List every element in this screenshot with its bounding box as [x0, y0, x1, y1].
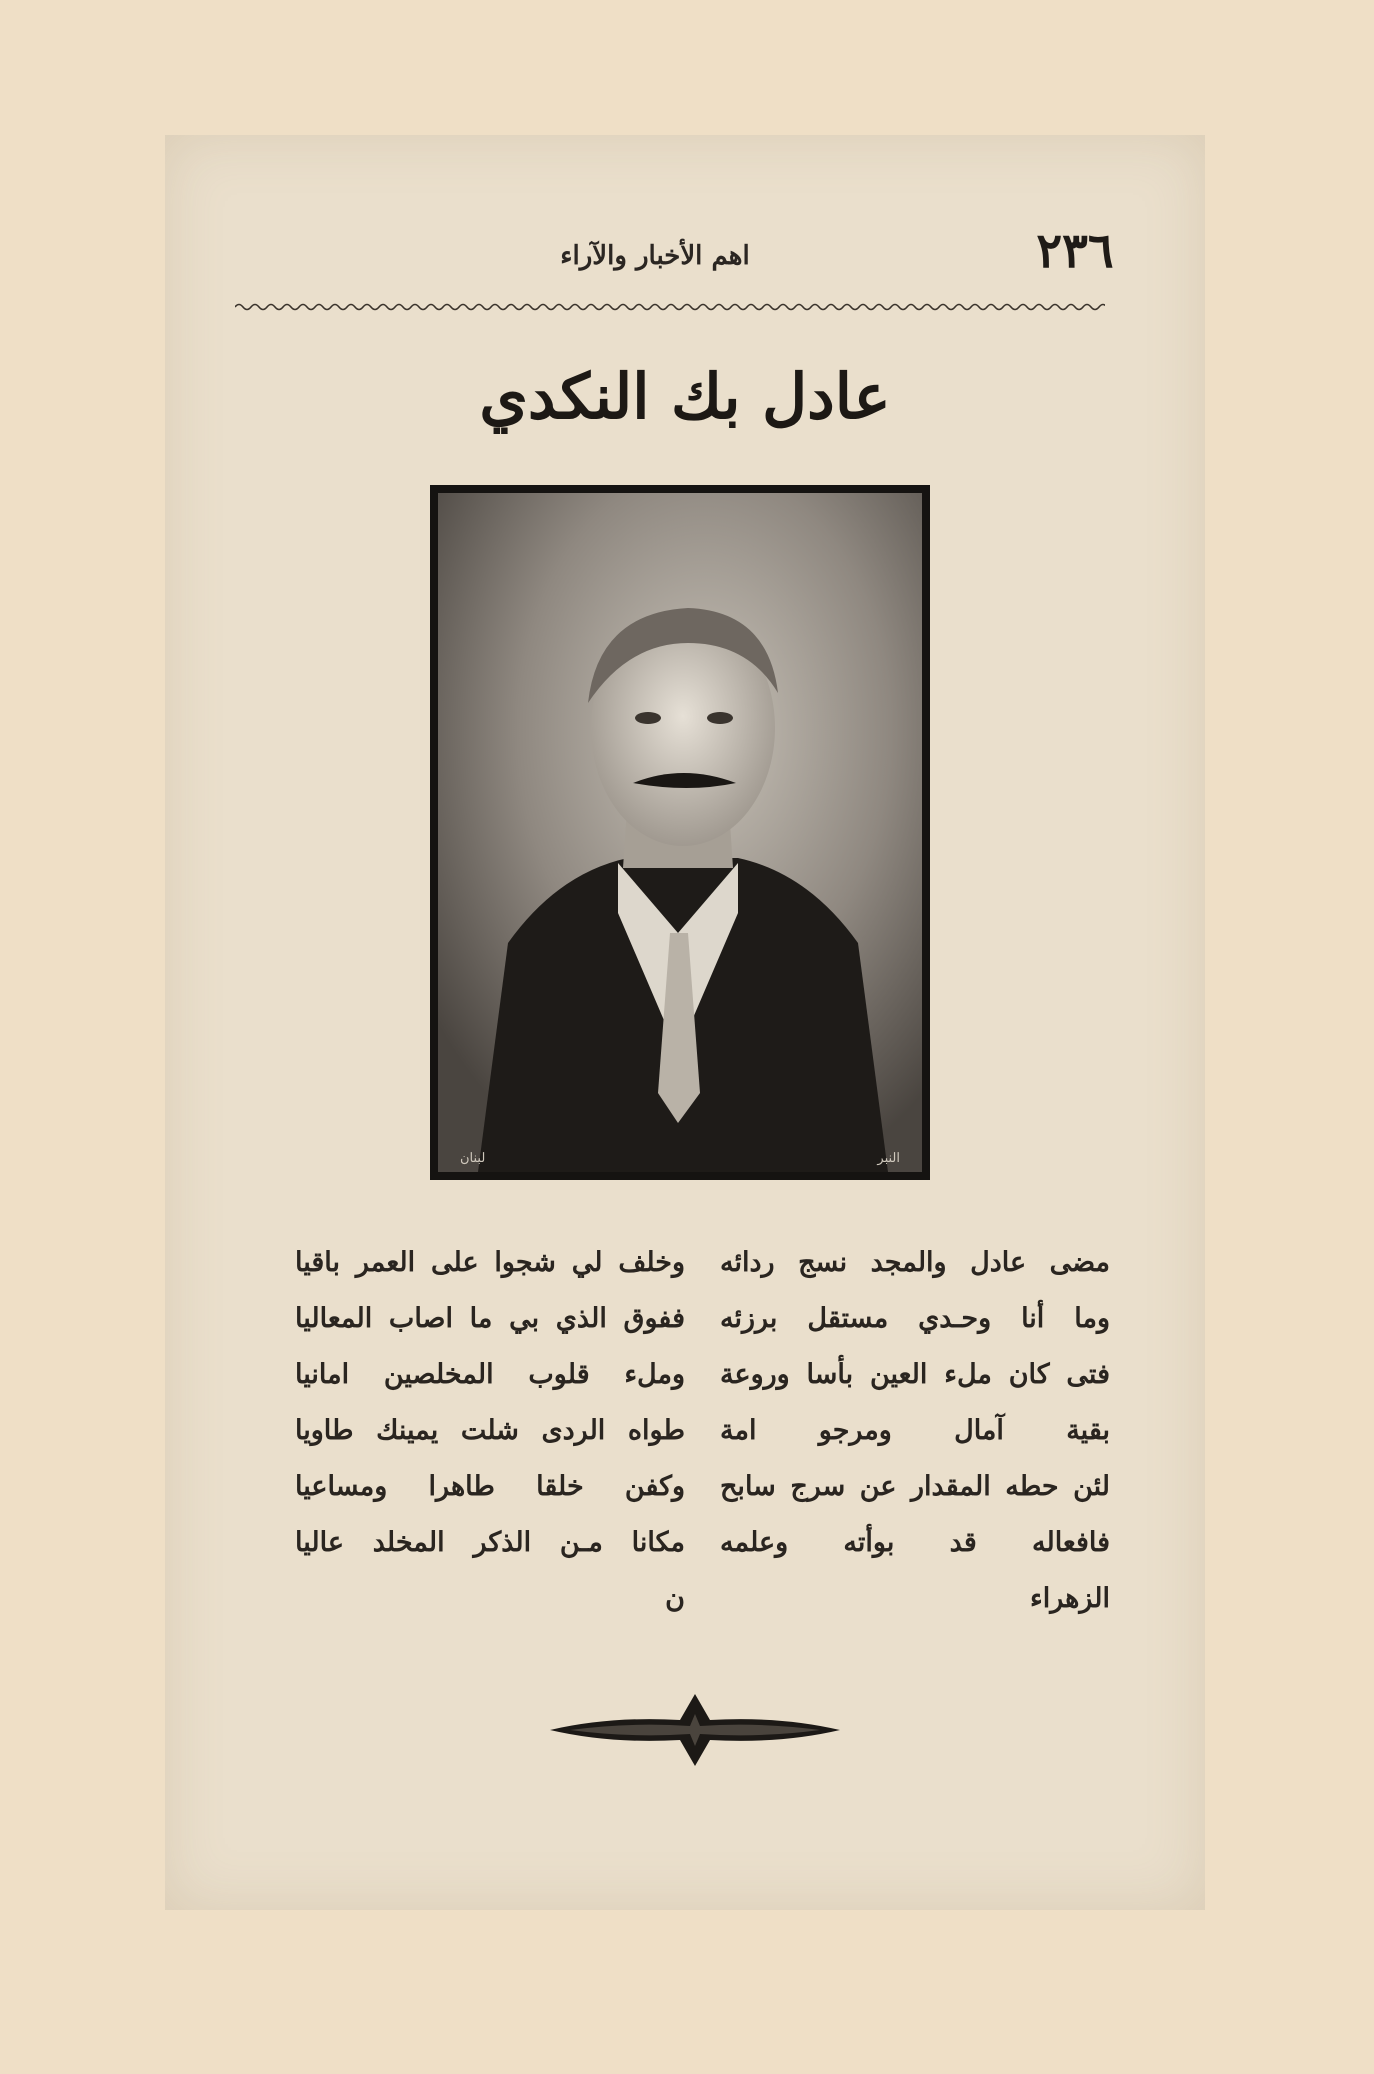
- document-page: [165, 135, 1205, 1910]
- portrait-photo: [430, 485, 930, 1180]
- article-title: عادل بك النكدي: [479, 360, 891, 433]
- poem-line: وما أنا وحـدي مستقل برزئه: [720, 1303, 1110, 1334]
- poem-line: ففوق الذي بي ما اصاب المعاليا: [295, 1303, 685, 1334]
- poem-line: ن: [665, 1583, 685, 1614]
- photo-caption-right: النبر: [877, 1151, 900, 1166]
- running-head: اهم الأخبار والآراء: [560, 241, 750, 271]
- poem-signature: الزهراء: [1030, 1583, 1110, 1614]
- poem-line: وكفن خلقا طاهرا ومساعيا: [295, 1471, 685, 1502]
- poem-line: فافعاله قد بوأته وعلمه: [720, 1527, 1110, 1558]
- poem-line: وملء قلوب المخلصين امانيا: [295, 1359, 685, 1390]
- poem-left-column: [295, 1235, 685, 1627]
- poem-line: فتى كان ملء العين بأسا وروعة: [720, 1359, 1110, 1390]
- wavy-rule-divider: [235, 301, 1105, 313]
- poem-line: مضى عادل والمجد نسج ردائه: [720, 1247, 1110, 1278]
- photo-caption-left: لبنان: [460, 1151, 486, 1166]
- poem-line: بقية آمال ومرجو امة: [720, 1415, 1110, 1446]
- ornament-divider-icon: [550, 1690, 840, 1770]
- poem-line: وخلف لي شجوا على العمر باقيا: [295, 1247, 685, 1278]
- poem-line: لئن حطه المقدار عن سرج سابح: [720, 1471, 1110, 1502]
- page-number: ٢٣٦: [1036, 223, 1114, 279]
- poem-line: مكانا مـن الذكر المخلد عاليا: [295, 1527, 685, 1558]
- poem-right-column: [720, 1235, 1110, 1627]
- poem-line: طواه الردى شلت يمينك طاويا: [295, 1415, 685, 1446]
